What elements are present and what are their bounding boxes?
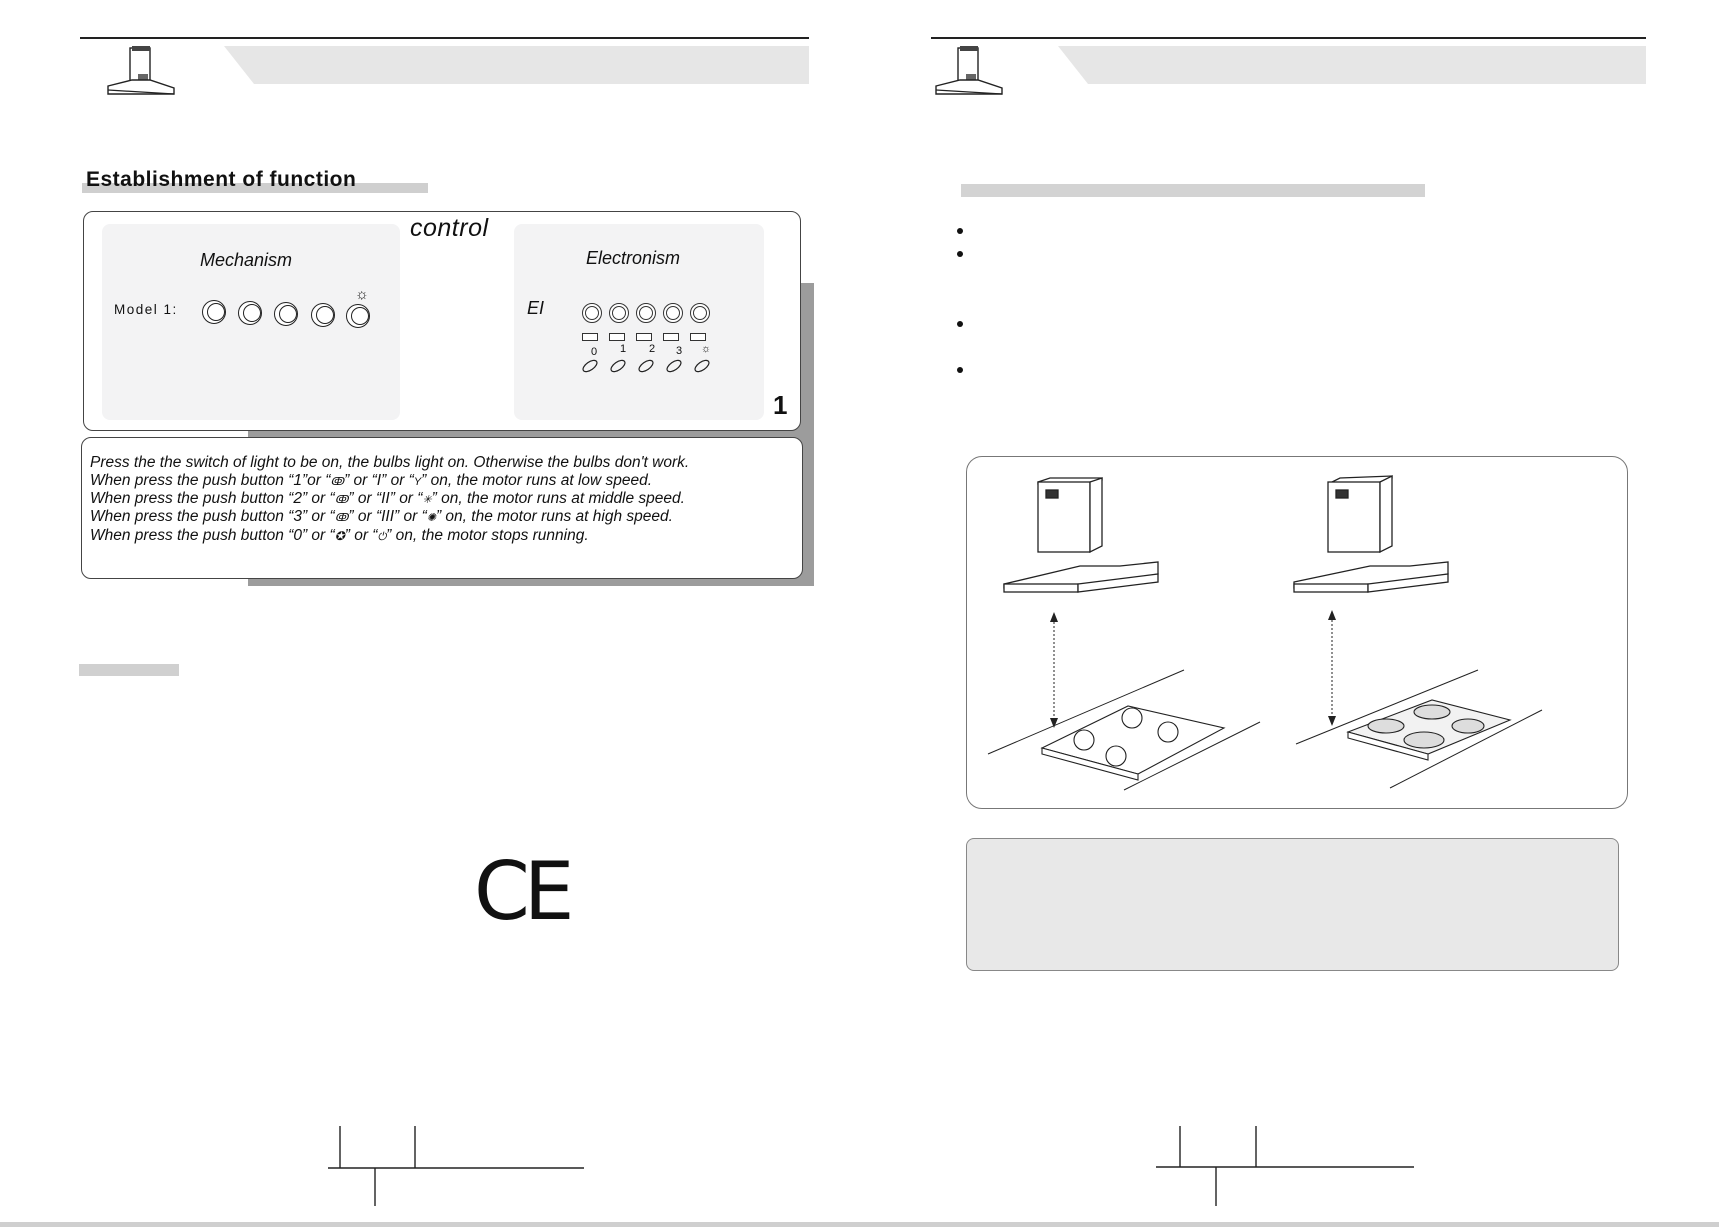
speed-number-2: 2 [649,343,656,355]
fan-high-symbol-icon: ✺ [426,512,436,524]
indicator-led [636,333,652,341]
fan-low-icon: ↂ [330,476,345,488]
light-sun-icon: ☼ [355,286,369,303]
instruction-text: ” or “I” or “ [344,472,414,489]
bullet [957,367,963,373]
footer-lines-right [1156,1126,1416,1208]
header-banner-left [224,46,809,84]
fan-high-icon: ↂ [334,512,349,524]
light-button-icon [690,303,710,323]
hood-over-electric-hob-illustration [1272,470,1562,800]
mechanism-model-label: Model 1: [114,302,178,317]
instruction-text: When press the push button “0” or “ [90,527,335,544]
electronism-model-label: EI [527,298,545,318]
mechanism-title: Mechanism [200,250,293,270]
mechanism-knob [274,302,298,326]
instruction-text: Press the the switch of light to be on, the bulbs light on. Otherwise the bulbs don't work. [90,454,690,471]
instruction-text: ” or “ [344,527,378,544]
bullet [957,228,963,234]
electronism-title: Electronism [586,248,681,268]
instruction-text: ” on, the motor runs at low speed. [421,472,653,489]
indicator-led [663,333,679,341]
fan-icon: Y [413,476,422,488]
instruction-text: ” on, the motor stops running. [386,527,589,544]
instruction-line [90,472,652,490]
bullet [957,321,963,327]
figure-number: 1 [773,390,788,420]
ce-mark: CE [474,845,569,938]
instruction-text: When press the push button “1”or “ [90,472,331,489]
instruction-text: ” or “III” or “ [348,508,427,525]
power-icon: ⏻ [377,531,387,543]
small-gray-bar [79,664,179,676]
instruction-line [90,490,685,508]
bottom-border [0,1222,1719,1227]
fan-mid-icon: ↂ [334,494,349,506]
indicator-led [690,333,706,341]
indicator-led [582,333,598,341]
bullet [957,251,963,257]
hood-over-gas-hob-illustration [980,470,1270,800]
mechanism-knob [202,300,226,324]
instruction-line [90,508,673,526]
speed-number-1: 1 [620,343,627,355]
instruction-text: ” on, the motor runs at middle speed. [431,490,685,507]
instruction-text: ” on, the motor runs at high speed. [435,508,673,525]
fan-mid-button-icon [636,303,656,323]
instruction-line [90,527,589,545]
top-rule-left [80,37,809,39]
off-icon: ✪ [334,529,345,543]
indicator-led [609,333,625,341]
instruction-line [90,454,689,472]
fan-high-button-icon [663,303,683,323]
note-box [966,838,1619,971]
top-rule-right [931,37,1646,39]
instruction-text: When press the push button “2” or “ [90,490,335,507]
light-symbol: ☼ [701,343,712,355]
instruction-text: ” or “II” or “ [348,490,423,507]
range-hood-logo-left [104,44,176,104]
mechanism-knob [238,301,262,325]
speed-number-3: 3 [676,345,683,357]
header-banner-right [1058,46,1646,84]
footer-lines-left [326,1126,586,1208]
touch-finger-icons [578,352,714,376]
fan-mid-symbol-icon: ✳ [422,494,432,506]
mechanism-knob [311,303,335,327]
power-button-icon [582,303,602,323]
heading-bar-right [961,184,1425,197]
speed-number-0: 0 [591,346,598,358]
range-hood-logo-right [932,44,1004,104]
section-title: Establishment of function [86,168,357,191]
mechanism-light-knob [346,304,370,328]
instruction-text: When press the push button “3” or “ [90,508,335,525]
fan-low-button-icon [609,303,629,323]
control-label: control [410,214,489,242]
